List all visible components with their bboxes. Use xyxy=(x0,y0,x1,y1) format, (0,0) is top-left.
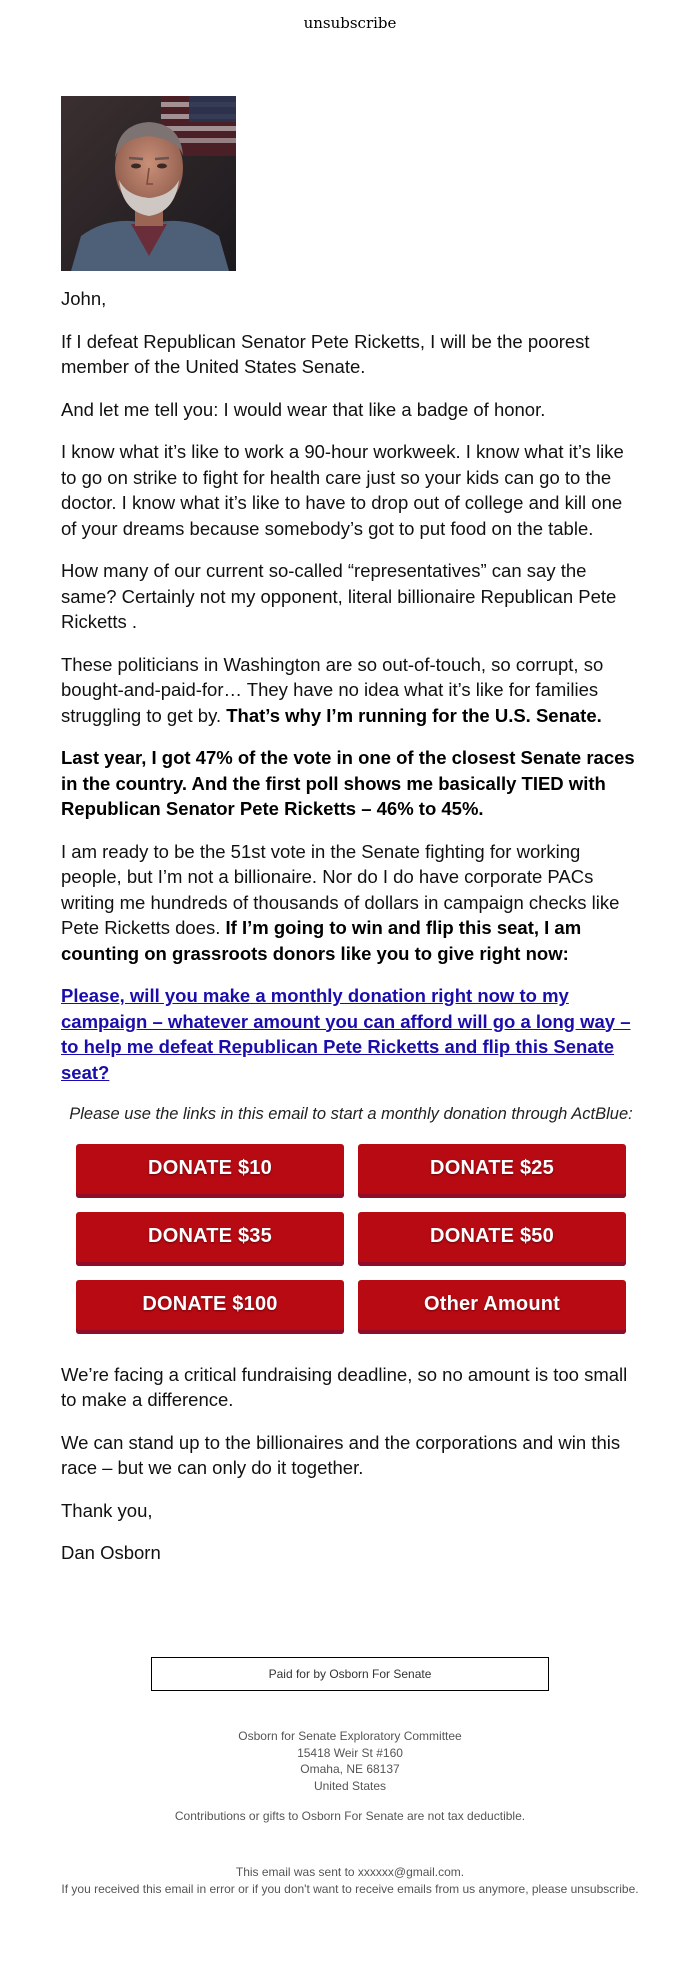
address-city: Omaha, NE 68137 xyxy=(300,1762,400,1776)
sent-to-suffix: . xyxy=(460,1865,465,1879)
candidate-photo xyxy=(61,96,236,271)
donate-50-button[interactable]: DONATE $50 xyxy=(358,1212,626,1266)
paragraph-5-bold: That’s why I’m running for the U.S. Senate. xyxy=(226,704,602,726)
paragraph-8: We’re facing a critical fundraising deadline, so no amount is too small to make a difference. xyxy=(61,1363,628,1410)
paragraph-6 xyxy=(61,745,641,822)
closing: Thank you, xyxy=(61,1499,153,1521)
donation-cta-link[interactable]: Please, will you make a monthly donation right now to my campaign – whatever amount you can afford will go a long way – to help me defeat Republican Pete Ricketts and flip this Senate seat? xyxy=(61,985,631,1083)
recipient-email-link[interactable]: xxxxxx@gmail.com xyxy=(357,1865,461,1879)
paragraph-7 xyxy=(61,839,641,967)
paragraph-7-bold: If I’m going to win and flip this seat, I am counting on grassroots donors like you to give right now: xyxy=(61,917,582,964)
actblue-note: Please use the links in this email to start a monthly donation through ActBlue: xyxy=(69,1105,633,1123)
paragraph-7-text: I am ready to be the 51st vote in the Senate fighting for working people, but I’m not a billionaire. Nor do I do have corporate PACs writing me hundreds of thousands of dollars in campaign checks like Pete Ricketts does. xyxy=(61,840,620,938)
paragraph-2: And let me tell you: I would wear that like a badge of honor. xyxy=(61,398,546,420)
paragraph-3: I know what it’s like to work a 90-hour workweek. I know what it’s like to go on strike to fight for health care just so your kids can go to the doctor. I know what it’s like to have to drop out of college and kill one of your dreams because somebody’s got to put food on the table. xyxy=(61,441,624,539)
cta-paragraph xyxy=(61,983,641,1085)
signature: Dan Osborn xyxy=(61,1542,161,1563)
paragraph-5-text: These politicians in Washington are so out-of-touch, so corrupt, so bought-and-paid-for… They have no idea what it’s like for families struggling to get by. xyxy=(61,653,604,726)
email-body xyxy=(61,286,641,1583)
committee-name: Osborn for Senate Exploratory Committee xyxy=(238,1729,462,1743)
paragraph-4: How many of our current so-called “representatives” can say the same? Certainly not my opponent, literal billionaire Republican Pete Ricketts . xyxy=(61,560,617,632)
donate-button-grid xyxy=(76,1144,641,1334)
address-country: United States xyxy=(313,1778,387,1793)
paragraph-1: If I defeat Republican Senator Pete Ricketts, I will be the poorest member of the United States Senate. xyxy=(61,330,590,377)
tax-note xyxy=(0,1808,700,1825)
email-footer xyxy=(0,1864,700,1897)
paragraph-5 xyxy=(61,652,641,729)
committee-address xyxy=(0,1728,700,1794)
unsubscribe-link[interactable]: unsubscribe xyxy=(303,14,397,32)
sent-to-prefix: This email was sent to xyxy=(235,1865,358,1879)
donate-other-amount-button[interactable]: Other Amount xyxy=(358,1280,626,1334)
donate-10-button[interactable]: DONATE $10 xyxy=(76,1144,344,1198)
donate-35-button[interactable]: DONATE $35 xyxy=(76,1212,344,1266)
sent-to-line xyxy=(0,1864,700,1881)
donate-25-button[interactable]: DONATE $25 xyxy=(358,1144,626,1198)
unsubscribe-note[interactable]: If you received this email in error or if you don't want to receive emails from us anymore, please unsubscribe. xyxy=(61,1881,639,1896)
paragraph-6-bold: Last year, I got 47% of the vote in one of the closest Senate races in the country. And the first poll shows me basically TIED with Republican Senator Pete Ricketts – 46% to 45%. xyxy=(61,747,635,819)
paid-for-disclaimer: Paid for by Osborn For Senate xyxy=(151,1657,549,1691)
greeting: John, xyxy=(61,288,107,309)
tax-note-text: Contributions or gifts to Osborn For Senate are not tax deductible. xyxy=(174,1809,526,1823)
donate-100-button[interactable]: DONATE $100 xyxy=(76,1280,344,1334)
address-street: 15418 Weir St #160 xyxy=(297,1745,403,1760)
paragraph-9: We can stand up to the billionaires and the corporations and win this race – but we can only do it together. xyxy=(61,1431,621,1478)
